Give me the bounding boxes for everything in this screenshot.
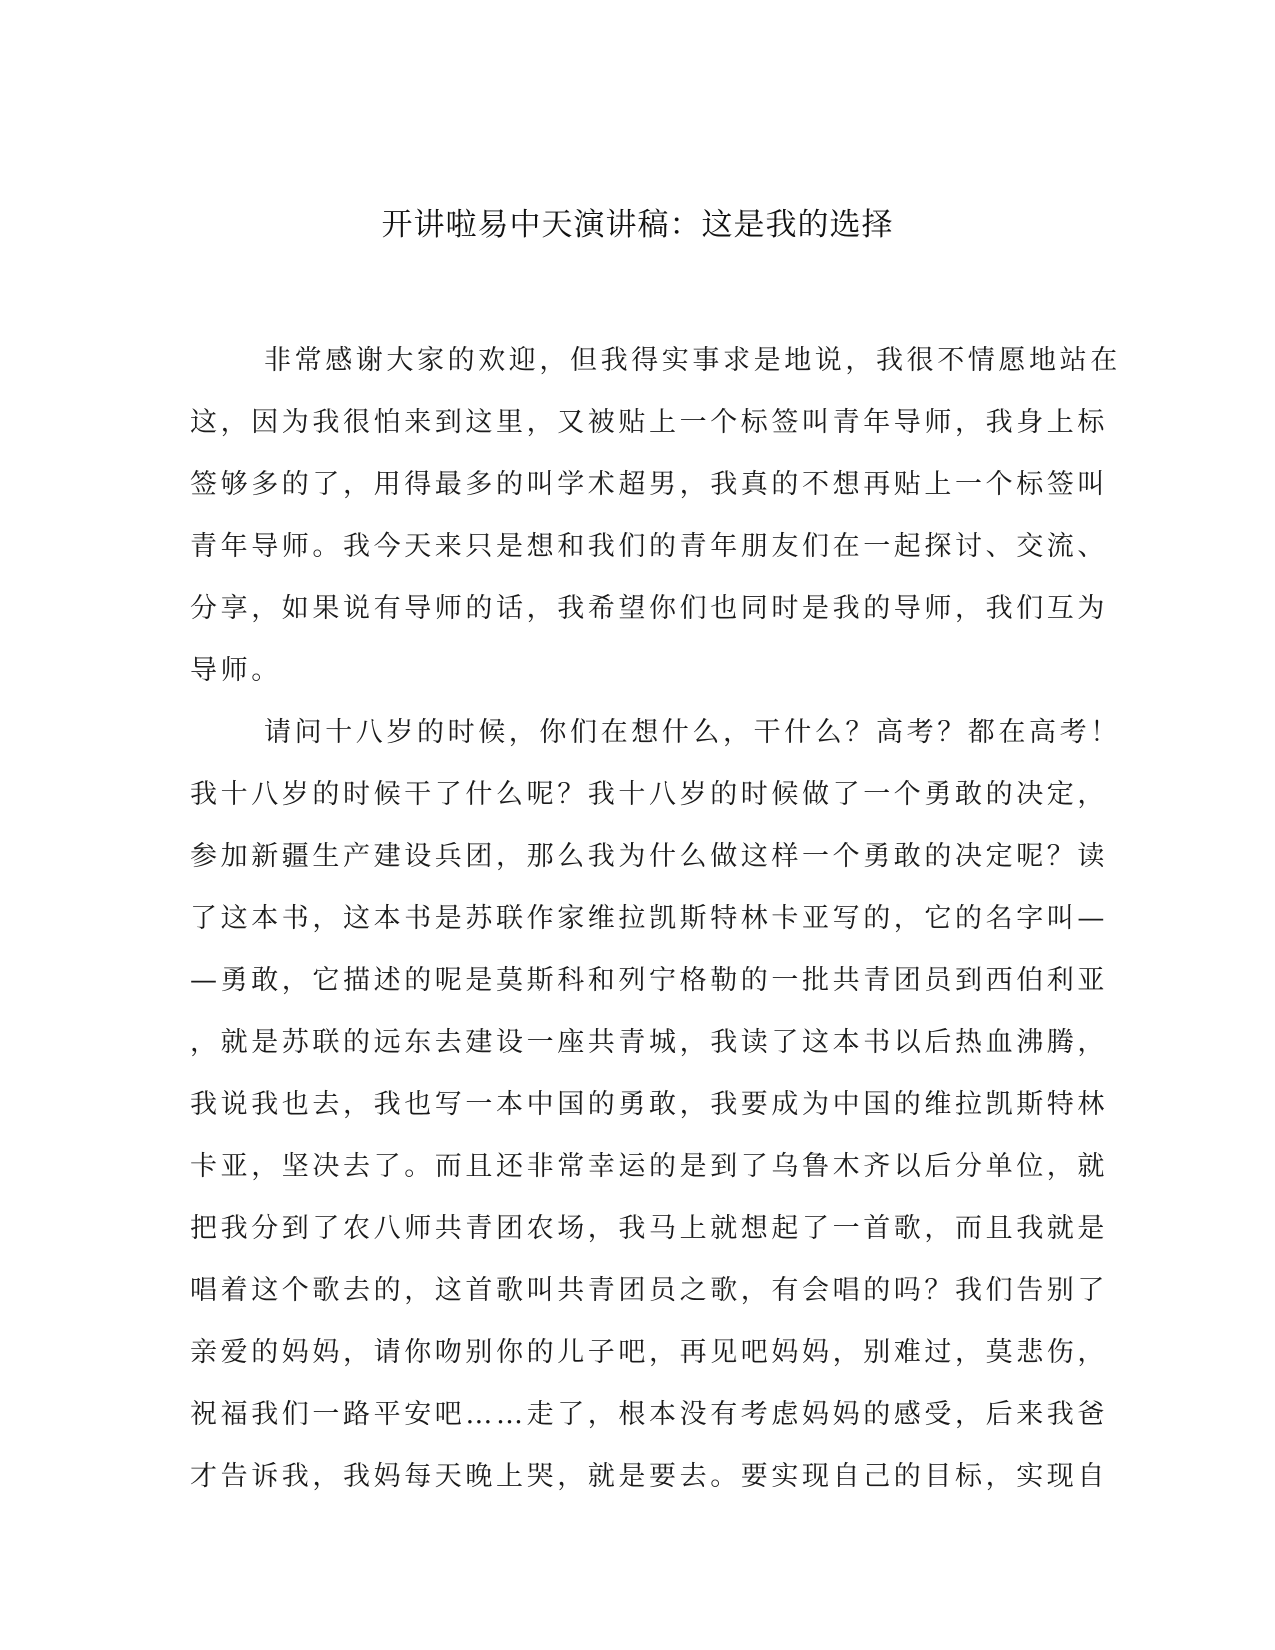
text-line: ，就是苏联的远东去建设一座共青城，我读了这本书以后热血沸腾， xyxy=(190,1027,1108,1058)
text-line: 才告诉我，我妈每天晚上哭，就是要去。要实现自己的目标，实现自 xyxy=(190,1461,1108,1492)
text-line: 这，因为我很怕来到这里，又被贴上一个标签叫青年导师，我身上标 xyxy=(190,407,1108,438)
text-line: 我十八岁的时候干了什么呢？我十八岁的时候做了一个勇敢的决定， xyxy=(190,779,1108,810)
text-line: 分享，如果说有导师的话，我希望你们也同时是我的导师，我们互为 xyxy=(190,593,1108,624)
text-line: 非常感谢大家的欢迎，但我得实事求是地说，我很不情愿地站在 xyxy=(264,345,1121,376)
text-line: 参加新疆生产建设兵团，那么我为什么做这样一个勇敢的决定呢？读 xyxy=(190,841,1108,872)
document-body xyxy=(190,330,1121,1508)
text-line: 导师。 xyxy=(190,655,282,686)
paragraph xyxy=(190,330,1121,702)
text-line: 把我分到了农八师共青团农场，我马上就想起了一首歌，而且我就是 xyxy=(190,1213,1108,1244)
text-line: 青年导师。我今天来只是想和我们的青年朋友们在一起探讨、交流、 xyxy=(190,531,1108,562)
text-line: —勇敢，它描述的呢是莫斯科和列宁格勒的一批共青团员到西伯利亚 xyxy=(190,965,1108,996)
text-line: 唱着这个歌去的，这首歌叫共青团员之歌，有会唱的吗？我们告别了 xyxy=(190,1275,1108,1306)
text-line: 亲爱的妈妈，请你吻别你的儿子吧，再见吧妈妈，别难过，莫悲伤， xyxy=(190,1337,1108,1368)
text-line: 祝福我们一路平安吧……走了，根本没有考虑妈妈的感受，后来我爸 xyxy=(190,1399,1108,1430)
paragraph xyxy=(190,702,1121,1508)
text-line: 了这本书，这本书是苏联作家维拉凯斯特林卡亚写的，它的名字叫— xyxy=(190,903,1108,934)
document-title: 开讲啦易中天演讲稿：这是我的选择 xyxy=(381,207,894,243)
text-line: 请问十八岁的时候，你们在想什么，干什么？高考？都在高考！ xyxy=(264,717,1121,748)
text-line: 卡亚，坚决去了。而且还非常幸运的是到了乌鲁木齐以后分单位，就 xyxy=(190,1151,1108,1182)
text-line: 签够多的了，用得最多的叫学术超男，我真的不想再贴上一个标签叫 xyxy=(190,469,1108,500)
text-line: 我说我也去，我也写一本中国的勇敢，我要成为中国的维拉凯斯特林 xyxy=(190,1089,1108,1120)
